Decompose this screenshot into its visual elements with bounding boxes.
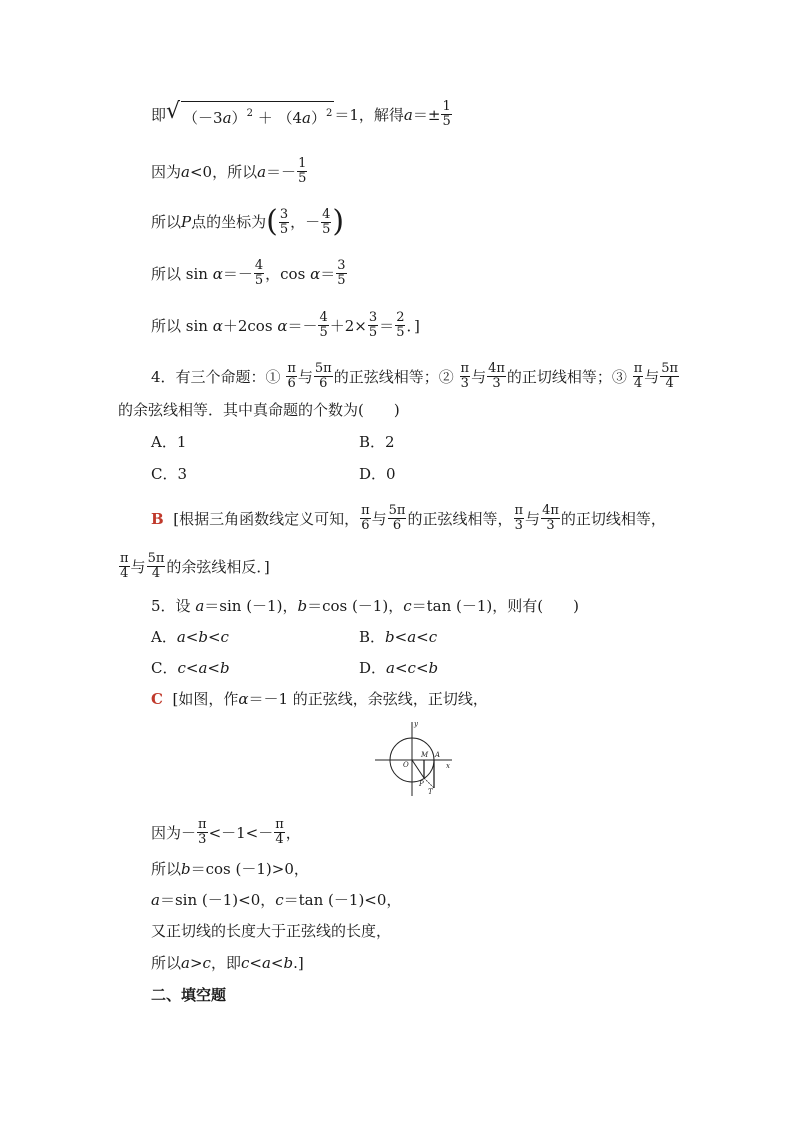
fraction: $\frac{5\pi}{6}$: [314, 361, 332, 391]
text: ＝±: [412, 105, 441, 124]
equation-line-4: [151, 259, 348, 288]
terminal-side: [412, 760, 424, 778]
fraction: $\frac{\pi}{6}$: [361, 503, 370, 533]
option-d[interactable]: D．a<c<b: [359, 659, 439, 677]
option-a[interactable]: A．1: [151, 433, 187, 451]
variable: a: [403, 105, 413, 124]
text: 即: [151, 105, 167, 124]
unit-circle-figure: [372, 716, 456, 798]
exponent: 2: [326, 108, 333, 119]
fraction: $\frac{4\pi}{3}$: [488, 361, 505, 391]
option-c[interactable]: C．c<a<b: [151, 659, 230, 677]
variable: a: [151, 891, 160, 909]
fraction: $\frac{2}{5}$: [396, 310, 405, 340]
fraction: $\frac{4}{5}$: [319, 310, 328, 340]
text: 与: [525, 509, 541, 528]
text: 的正切线相等，: [560, 509, 666, 528]
fraction: $\frac{3}{5}$: [368, 310, 378, 340]
text: 的正弦线相等，: [407, 509, 513, 528]
label-x: x: [446, 762, 450, 770]
fraction: $\frac{4\pi}{3}$: [542, 503, 559, 533]
text: ＝1，解得: [334, 105, 404, 124]
label-p: P: [419, 780, 424, 788]
variable: c: [403, 597, 412, 615]
option-a[interactable]: A．a<b<c: [151, 628, 229, 646]
text: [如图，作: [172, 690, 239, 708]
label-y: y: [414, 720, 418, 728]
option-c[interactable]: C．3: [151, 465, 188, 483]
text: 所以 sin: [151, 264, 208, 283]
equation-line-5: [151, 311, 420, 340]
text: .]: [293, 954, 304, 972]
fraction: $\frac{\pi}{3}$: [198, 817, 207, 847]
variable: b: [297, 597, 308, 615]
sqrt-expression: √ $(-3a)^2 + (4a)^2$: [166, 99, 333, 127]
text: 的余弦线相反．]: [166, 557, 270, 576]
fraction: $\frac{\pi}{4}$: [275, 817, 284, 847]
text: 二、填空题: [151, 986, 227, 1004]
text: ＝－: [266, 162, 297, 181]
text: 与: [297, 367, 313, 386]
text: 与: [371, 509, 387, 528]
text: ＝－1 的正弦线，余弦线，正切线，: [248, 690, 488, 708]
variable: b: [181, 860, 191, 878]
text: ＋2cos: [222, 316, 273, 335]
text: ＝cos (－1)>0，: [190, 860, 309, 878]
text: ，cos: [265, 264, 306, 283]
text: ，: [285, 823, 301, 842]
fraction: $\frac{3}{5}$: [337, 258, 346, 288]
text: 因为－: [151, 823, 197, 842]
text: ）: [310, 109, 326, 127]
answer-label: C: [151, 690, 163, 708]
text: 所以: [151, 860, 182, 878]
text: 点的坐标为: [191, 213, 267, 231]
label-t: T: [428, 788, 433, 796]
fraction: $\frac{4}{5}$: [254, 258, 264, 288]
label-a: A: [435, 751, 441, 759]
text: <－1<－: [208, 823, 274, 842]
exponent: 2: [246, 108, 253, 119]
fraction: $\frac{\pi}{4}$: [633, 361, 643, 391]
explanation-line-5: [151, 953, 304, 973]
equation-line-2: [151, 157, 308, 186]
fraction: $\frac{5\pi}{4}$: [661, 361, 679, 391]
text: （－3: [183, 109, 223, 127]
question-4-stem-cont: [118, 400, 400, 420]
text: ＝sin (－1)，: [204, 597, 298, 615]
text: 与: [471, 367, 487, 386]
text: 与: [644, 367, 660, 386]
label-o: O: [403, 761, 409, 769]
relation: c<a<b: [240, 954, 294, 972]
text: ．]: [406, 316, 420, 335]
text: 的正切线相等；③: [506, 367, 627, 386]
variable: a: [195, 597, 205, 615]
explanation-line-1: [151, 818, 301, 847]
variable: α: [212, 264, 223, 283]
text: >: [189, 954, 203, 972]
text: 所以: [151, 213, 182, 231]
answer-label: B: [151, 509, 164, 528]
explanation-line-4: [151, 921, 391, 941]
fraction: $\frac{\pi}{3}$: [460, 361, 470, 391]
question-4-stem: [151, 362, 680, 391]
variable: P: [181, 213, 192, 231]
variable: c: [202, 954, 211, 972]
text: 所以 sin: [151, 316, 208, 335]
option-d[interactable]: D．0: [359, 465, 396, 483]
text: 因为: [151, 162, 182, 181]
variable: a: [257, 162, 267, 181]
equation-line-3: 所以 P 点的坐标为 ( $\frac{3}{5}$ ，－ $\frac{4}{5}$ ): [151, 204, 345, 239]
explanation-line-2: [151, 859, 309, 879]
text: 与: [130, 557, 146, 576]
text: ＝－: [287, 316, 318, 335]
variable: c: [275, 891, 284, 909]
fraction: $\frac{\pi}{3}$: [514, 503, 524, 533]
text: ＝: [379, 316, 395, 335]
fraction: $\frac{5\pi}{6}$: [388, 503, 406, 533]
variable: a: [181, 954, 190, 972]
extension-line: [424, 778, 434, 788]
explanation-line-3: [151, 890, 401, 910]
fraction: $\frac{\pi}{4}$: [120, 551, 129, 581]
option-b[interactable]: B．2: [359, 433, 395, 451]
label-m: M: [421, 751, 429, 759]
question-5-stem: [151, 596, 579, 616]
question-5-explanation: [151, 689, 488, 709]
text: ，－: [290, 213, 321, 231]
text: ＋ （4: [257, 109, 303, 127]
text: ＝: [320, 264, 336, 283]
text: 所以: [151, 954, 182, 972]
variable: α: [277, 316, 288, 335]
text: 又正切线的长度大于正弦线的长度，: [151, 922, 392, 940]
text: ＝cos (－1)，: [307, 597, 404, 615]
fraction: $\frac{1}{5}$: [298, 156, 307, 186]
fraction: $\frac{5\pi}{4}$: [147, 551, 165, 581]
text: 4．有三个命题：①: [151, 367, 281, 386]
variable: a: [181, 162, 190, 181]
question-4-explanation: [151, 504, 666, 533]
text: ＋2×: [329, 316, 367, 335]
text: ＝－: [222, 264, 253, 283]
text: 的正弦线相等；②: [333, 367, 454, 386]
text: ＝tan (－1)，则有( ): [411, 597, 579, 615]
text: ＝tan (－1)<0，: [283, 891, 402, 909]
text: ，即: [210, 954, 241, 972]
text: 5．设: [151, 597, 191, 615]
text: ＝sin (－1)<0，: [159, 891, 276, 909]
variable: α: [212, 316, 223, 335]
section-heading: [151, 985, 226, 1005]
text: ）: [231, 109, 247, 127]
text: <0，所以: [189, 162, 258, 181]
fraction: $\frac{1}{5}$: [442, 99, 451, 129]
option-b[interactable]: B．b<a<c: [359, 628, 438, 646]
question-4-explanation-cont: [118, 552, 270, 581]
fraction: $\frac{3}{5}$: [279, 206, 289, 237]
text: 的余弦线相等．其中真命题的个数为( ): [118, 401, 400, 419]
fraction: $\frac{\pi}{6}$: [287, 361, 296, 391]
variable: α: [310, 264, 321, 283]
equation-line-1: [151, 100, 453, 129]
fraction: $\frac{4}{5}$: [322, 206, 331, 237]
text: [根据三角函数线定义可知，: [173, 509, 360, 528]
variable: α: [238, 690, 249, 708]
